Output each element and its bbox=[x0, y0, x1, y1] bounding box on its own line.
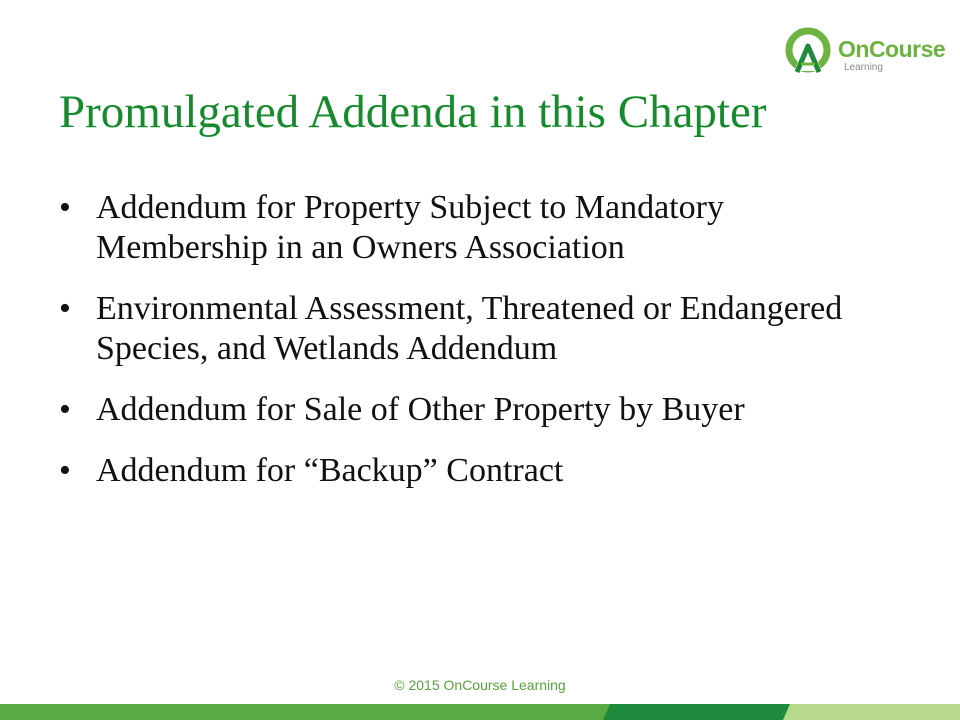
bullet-item bbox=[59, 188, 899, 268]
bullet-text: Addendum for Property Subject to Mandatory Membership in an Owners Association bbox=[96, 189, 724, 266]
bullet-dot-icon: • bbox=[59, 290, 71, 327]
logo-subtitle: Learning bbox=[844, 62, 883, 73]
bar-segment-light bbox=[783, 704, 960, 720]
bullet-item bbox=[59, 289, 899, 369]
bullet-item bbox=[59, 390, 899, 430]
bullet-list bbox=[59, 188, 899, 512]
bullet-dot-icon: • bbox=[59, 452, 71, 489]
bullet-text: Environmental Assessment, Threatened or Endangered Species, and Wetlands Addendum bbox=[96, 290, 843, 367]
bullet-text: Addendum for “Backup” Contract bbox=[96, 452, 564, 489]
bullet-dot-icon: • bbox=[59, 189, 71, 226]
oncourse-logo-mark-icon bbox=[784, 26, 838, 80]
oncourse-logo bbox=[784, 26, 946, 86]
slide-title: Promulgated Addenda in this Chapter bbox=[59, 86, 767, 138]
bullet-text: Addendum for Sale of Other Property by Buyer bbox=[96, 391, 745, 428]
bottom-color-bar bbox=[0, 704, 960, 720]
copyright-footer: © 2015 OnCourse Learning bbox=[394, 677, 566, 693]
bullet-dot-icon: • bbox=[59, 391, 71, 428]
bullet-item bbox=[59, 451, 899, 491]
logo-name: OnCourse bbox=[838, 36, 946, 62]
bar-segment-dark bbox=[603, 704, 790, 720]
